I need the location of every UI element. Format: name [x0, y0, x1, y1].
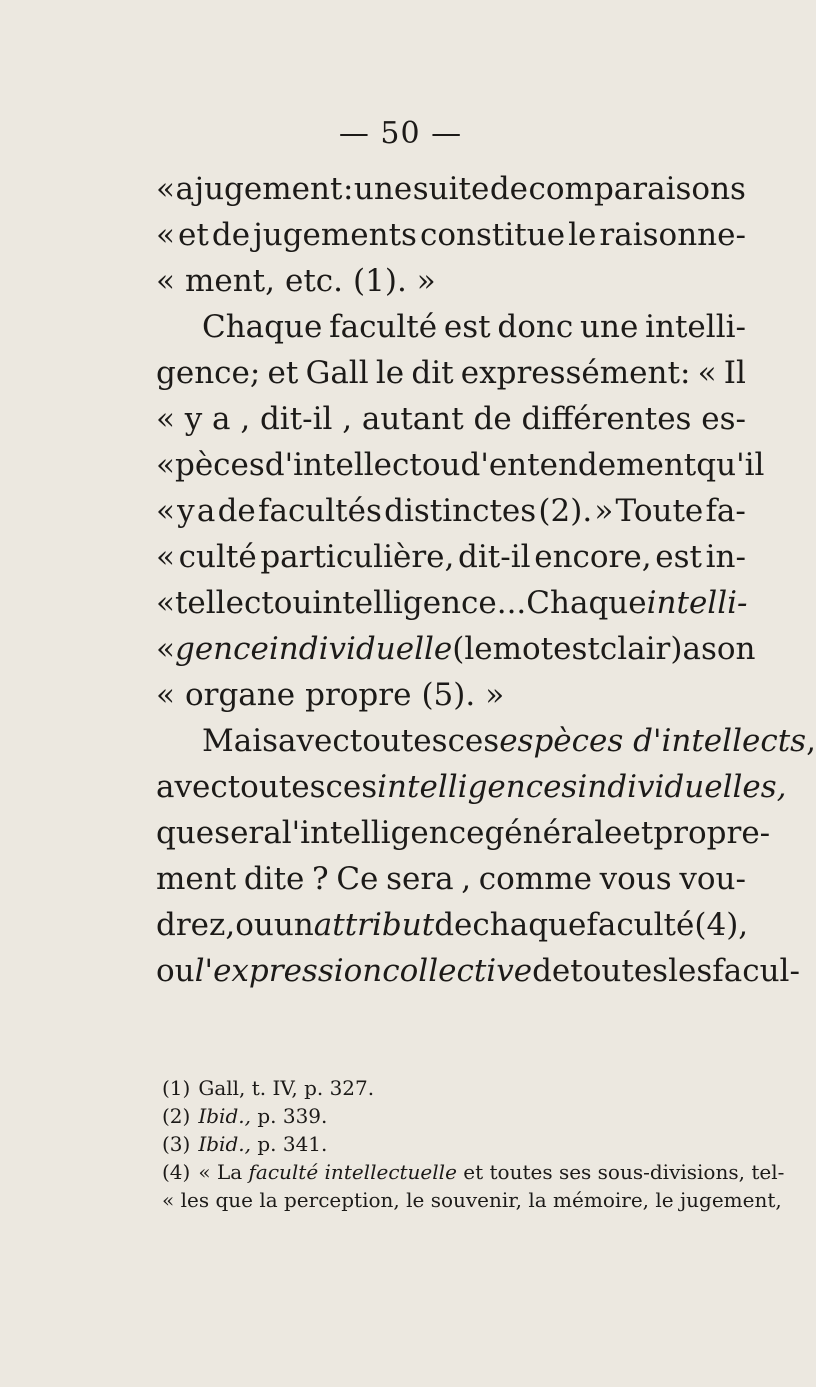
- word: expressément:: [460, 355, 691, 391]
- text-line-17: [156, 902, 749, 948]
- word: est: [553, 631, 600, 667]
- word: d'intellect: [264, 447, 422, 483]
- text-line-13-italic-wrap: [499, 718, 816, 764]
- word: et: [178, 217, 209, 253]
- word: jugements: [253, 217, 417, 253]
- word: «: [156, 493, 175, 529]
- word: pèces: [174, 447, 265, 483]
- word: dit-il: [259, 401, 333, 437]
- word: organe: [184, 677, 296, 713]
- word: (5).: [421, 677, 476, 713]
- word: suite: [412, 171, 490, 207]
- word: «: [156, 263, 175, 299]
- text-line-17-italic: attribut: [313, 907, 435, 943]
- body-text: [156, 166, 816, 994]
- text-line-13-italic: espèces d'intellects: [499, 723, 807, 759]
- text-line-16: [156, 856, 746, 902]
- word: tellect: [174, 585, 274, 621]
- word: »: [485, 677, 505, 713]
- word: comme: [478, 861, 592, 897]
- word: »: [594, 493, 614, 529]
- footnote-1-text: Gall, t. IV, p. 327.: [198, 1076, 375, 1100]
- word: ,: [461, 861, 472, 897]
- word: l'intelligence: [281, 815, 485, 851]
- word: raisonne-: [599, 217, 746, 253]
- footnote-3-italic: Ibid.,: [198, 1132, 251, 1156]
- word: «: [156, 539, 175, 575]
- word: Toute: [615, 493, 704, 529]
- word: Ce: [336, 861, 379, 897]
- word: intelligence...: [312, 585, 527, 621]
- word: dit-il: [458, 539, 531, 575]
- word: clair): [599, 631, 683, 667]
- text-line-2: [156, 212, 746, 258]
- text-line-18-lead: ou: [156, 953, 195, 989]
- word: a: [682, 631, 701, 667]
- word: Il: [723, 355, 746, 391]
- text-line-11-lead: «: [156, 631, 175, 667]
- footnote-4-continued-text: « les que la perception, le souvenir, la mémoire, le jugement,: [162, 1188, 782, 1212]
- word: ment,: [184, 263, 275, 299]
- footnote-4-lead: « La: [198, 1160, 249, 1184]
- text-line-11: [156, 626, 756, 672]
- text-line-10: [156, 580, 746, 626]
- word: (le: [452, 631, 493, 667]
- text-line-18: [156, 948, 800, 994]
- word: propre-: [653, 815, 771, 851]
- word: facultés: [257, 493, 382, 529]
- word: faculté: [329, 309, 438, 345]
- footnote-1-number: (1): [162, 1076, 191, 1100]
- word: est: [655, 539, 702, 575]
- word: son: [700, 631, 756, 667]
- word: culté: [178, 539, 257, 575]
- word: le: [375, 355, 405, 391]
- word: ces: [325, 769, 378, 805]
- word: mot: [492, 631, 554, 667]
- footnote-3-text: p. 341.: [250, 1132, 328, 1156]
- word: distinctes: [384, 493, 537, 529]
- text-line-13-tail: ,: [806, 723, 816, 759]
- text-line-13: [156, 718, 816, 764]
- word: constitue: [420, 217, 566, 253]
- word: est: [443, 309, 491, 345]
- word: sera: [386, 861, 454, 897]
- word: ou: [421, 447, 461, 483]
- word: ,: [342, 401, 353, 437]
- word: «: [156, 217, 175, 253]
- word: «: [156, 447, 175, 483]
- word: comparaisons: [528, 171, 746, 207]
- word: faculté: [586, 907, 695, 943]
- word: toutes: [349, 723, 448, 759]
- italic-word: individuelles,: [577, 769, 787, 805]
- footnote-4-text: et toutes ses sous-divisions, tel-: [456, 1160, 785, 1184]
- word: particulière,: [260, 539, 455, 575]
- page-number: — 50 —: [338, 116, 463, 151]
- word: autant: [361, 401, 464, 437]
- word: «: [697, 355, 717, 391]
- italic-word: individuelle: [268, 631, 453, 667]
- word: générale: [484, 815, 623, 851]
- text-line-10-italic: intelli-: [646, 585, 748, 621]
- word: et: [622, 815, 654, 851]
- word: toutes: [227, 769, 326, 805]
- word: donc: [497, 309, 574, 345]
- italic-word: l'expression: [194, 953, 383, 989]
- word: drez,: [156, 907, 236, 943]
- word: «: [156, 401, 175, 437]
- word: a: [212, 401, 231, 437]
- word: avec: [278, 723, 350, 759]
- text-line-15: [156, 810, 771, 856]
- word: vou-: [679, 861, 746, 897]
- word: de: [473, 401, 512, 437]
- word: de: [211, 217, 251, 253]
- word: ou: [235, 907, 274, 943]
- word: »: [416, 263, 436, 299]
- word: les: [668, 953, 713, 989]
- italic-word: collective: [382, 953, 533, 989]
- text-line-7: [156, 442, 765, 488]
- word: de: [434, 907, 473, 943]
- word: différentes: [521, 401, 692, 437]
- text-line-14: [156, 764, 787, 810]
- word: encore,: [534, 539, 652, 575]
- word: etc.: [285, 263, 344, 299]
- word: ou: [273, 585, 313, 621]
- word: de: [532, 953, 571, 989]
- word: Chaque: [526, 585, 647, 621]
- word: :: [342, 171, 354, 207]
- word: y: [177, 493, 195, 529]
- footnote-4-continued: [162, 1186, 782, 1214]
- word: avec: [156, 769, 228, 805]
- text-line-12: [156, 672, 746, 718]
- text-line-6: [156, 396, 746, 442]
- word: in-: [705, 539, 746, 575]
- word: sera: [214, 815, 282, 851]
- footnote-2: [162, 1102, 752, 1130]
- word: de: [489, 171, 529, 207]
- word: toutes: [570, 953, 669, 989]
- word: «: [156, 171, 175, 207]
- footnote-3-number: (3): [162, 1132, 191, 1156]
- word: jugement: [194, 171, 343, 207]
- word: un: [273, 907, 314, 943]
- word: une: [580, 309, 639, 345]
- word: chaque: [472, 907, 587, 943]
- text-line-5: [156, 350, 746, 396]
- word: a: [196, 493, 216, 529]
- word: fa-: [705, 493, 746, 529]
- word: «: [156, 585, 175, 621]
- footnote-4: [162, 1158, 785, 1186]
- word: (2).: [538, 493, 593, 529]
- word: Mais: [202, 723, 279, 759]
- word: es-: [701, 401, 746, 437]
- word: et: [267, 355, 299, 391]
- word: dite: [243, 861, 305, 897]
- word: (1).: [353, 263, 407, 299]
- word: Gall: [305, 355, 369, 391]
- text-line-4: [156, 304, 746, 350]
- word: le: [568, 217, 597, 253]
- word: «: [156, 677, 175, 713]
- footnote-1: [162, 1074, 752, 1102]
- footnotes: [162, 1074, 785, 1214]
- word: ?: [312, 861, 329, 897]
- word: facul-: [712, 953, 800, 989]
- word: dit: [411, 355, 454, 391]
- italic-word: gence: [174, 631, 269, 667]
- word: a: [175, 171, 194, 207]
- word: y: [184, 401, 203, 437]
- word: (4),: [694, 907, 749, 943]
- footnote-3: [162, 1130, 752, 1158]
- footnote-4-italic: faculté intellectuelle: [248, 1160, 457, 1184]
- text-line-8: [156, 488, 746, 534]
- word: propre: [305, 677, 412, 713]
- italic-word: intelligences: [377, 769, 578, 805]
- word: d'entendement: [460, 447, 697, 483]
- footnote-4-number: (4): [162, 1160, 191, 1184]
- word: que: [156, 815, 215, 851]
- word: ,: [240, 401, 251, 437]
- word: ces: [447, 723, 500, 759]
- text-line-3: [156, 258, 746, 304]
- text-line-9: [156, 534, 746, 580]
- word: de: [217, 493, 256, 529]
- word: vous: [599, 861, 672, 897]
- word: Chaque: [202, 309, 323, 345]
- footnote-2-text: p. 339.: [250, 1104, 328, 1128]
- word: ment: [156, 861, 237, 897]
- word: intelli-: [645, 309, 746, 345]
- footnote-2-number: (2): [162, 1104, 191, 1128]
- footnote-2-italic: Ibid.,: [198, 1104, 251, 1128]
- word: une: [353, 171, 413, 207]
- word: qu'il: [696, 447, 765, 483]
- text-line-1: [156, 166, 746, 212]
- word: gence;: [156, 355, 261, 391]
